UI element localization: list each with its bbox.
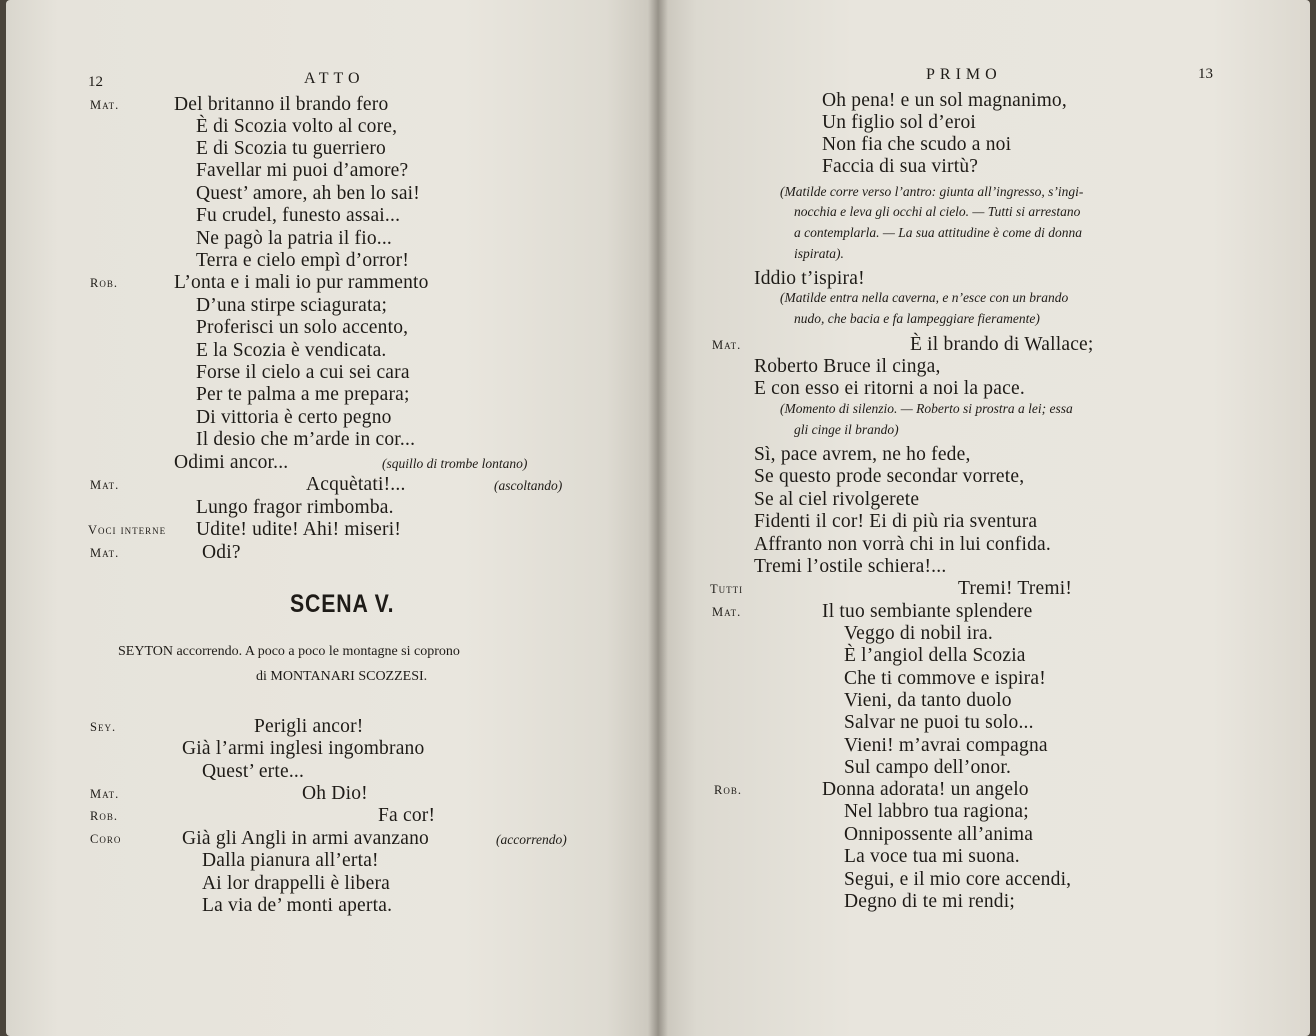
verse-line: Di vittoria è certo pegno xyxy=(196,407,392,428)
verse-line: Perigli ancor! xyxy=(254,716,364,737)
verse-line: Veggo di nobil ira. xyxy=(844,623,993,644)
speaker-name: Mat. xyxy=(90,546,120,560)
speaker-name: Mat. xyxy=(712,605,742,619)
stage-direction-line: nocchia e leva gli occhi al cielo. — Tutti si arrestano xyxy=(794,204,1081,219)
stage-direction: (squillo di trombe lontano) xyxy=(382,456,528,471)
verse-line: Favellar mi puoi d’amore? xyxy=(196,160,409,181)
verse-line: Forse il cielo a cui sei cara xyxy=(196,362,410,383)
verse-line: Salvar ne puoi tu solo... xyxy=(844,712,1034,733)
verse-line: Vieni, da tanto duolo xyxy=(844,690,1012,711)
verse-line: E con esso ei ritorni a noi la pace. xyxy=(754,378,1025,399)
verse-line: Sul campo dell’onor. xyxy=(844,757,1012,778)
right-page xyxy=(658,0,1310,1036)
verse-line: Fidenti il cor! Ei di più ria sventura xyxy=(754,511,1038,532)
verse-line: Se al ciel rivolgerete xyxy=(754,489,920,510)
left-page xyxy=(6,0,658,1036)
speaker-name: Sey. xyxy=(90,720,117,734)
verse-line: Il tuo sembiante splendere xyxy=(822,601,1033,622)
verse-line: E la Scozia è vendicata. xyxy=(196,340,387,361)
verse-line: Fa cor! xyxy=(378,805,436,826)
verse-line: Onnipossente all’anima xyxy=(844,824,1034,845)
verse-line: Se questo prode secondar vorrete, xyxy=(754,466,1025,487)
verse-line: Già gli Angli in armi avanzano xyxy=(182,828,429,849)
speaker-name: Voci interne xyxy=(88,523,167,537)
verse-line: Oh Dio! xyxy=(302,783,368,804)
verse-line: Iddio t’ispira! xyxy=(754,268,865,289)
running-header: PRIMO xyxy=(926,66,1002,83)
verse-line: Segui, e il mio core accendi, xyxy=(844,869,1072,890)
verse-line: Quest’ amore, ah ben lo sai! xyxy=(196,183,420,204)
scene-caption: SEYTON accorrendo. A poco a poco le montagne si coprono xyxy=(118,644,460,659)
speaker-name: Rob. xyxy=(90,276,118,290)
verse-line: Nel labbro tua ragiona; xyxy=(844,801,1029,822)
verse-line: Sì, pace avrem, ne ho fede, xyxy=(754,444,971,465)
stage-direction-line: (Matilde entra nella caverna, e n’esce con un brando xyxy=(780,290,1069,305)
stage-direction-line: (Matilde corre verso l’antro: giunta all’ingresso, s’ingi- xyxy=(780,184,1084,199)
speaker-name: Mat. xyxy=(90,478,120,492)
verse-line: Donna adorata! un angelo xyxy=(822,779,1029,800)
verse-line: Terra e cielo empì d’orror! xyxy=(196,250,410,271)
verse-line: Quest’ erte... xyxy=(202,761,305,782)
verse-line: È di Scozia volto al core, xyxy=(196,116,398,137)
verse-line: Acquètati!... xyxy=(306,474,406,495)
verse-line: Faccia di sua virtù? xyxy=(822,156,979,177)
verse-line: Odimi ancor... xyxy=(174,452,289,473)
speaker-name: Tutti xyxy=(710,582,744,596)
verse-line: Lungo fragor rimbomba. xyxy=(196,497,394,518)
verse-line: Ne pagò la patria il fio... xyxy=(196,228,393,249)
verse-line: Non fia che scudo a noi xyxy=(822,134,1012,155)
verse-line: Proferisci un solo accento, xyxy=(196,317,409,338)
verse-line: Dalla pianura all’erta! xyxy=(202,850,379,871)
verse-line: Già l’armi inglesi ingombrano xyxy=(182,738,425,759)
verse-line: Un figlio sol d’eroi xyxy=(822,112,977,133)
scene-caption: di MONTANARI SCOZZESI. xyxy=(256,669,428,684)
verse-line: L’onta e i mali io pur rammento xyxy=(174,272,429,293)
verse-line: È il brando di Wallace; xyxy=(910,334,1094,355)
speaker-name: Rob. xyxy=(714,783,742,797)
verse-line: Vieni! m’avrai compagna xyxy=(844,735,1048,756)
verse-line: Del britanno il brando fero xyxy=(174,94,389,115)
verse-line: Ai lor drappelli è libera xyxy=(202,873,391,894)
verse-line: Il desio che m’arde in cor... xyxy=(196,429,416,450)
page-number: 12 xyxy=(88,74,103,90)
stage-direction-line: nudo, che bacia e fa lampeggiare fieramente) xyxy=(794,311,1040,326)
page-number: 13 xyxy=(1198,66,1213,82)
verse-line: Per te palma a me prepara; xyxy=(196,384,410,405)
verse-line: La via de’ monti aperta. xyxy=(202,895,393,916)
speaker-name: Rob. xyxy=(90,809,118,823)
verse-line: Che ti commove e ispira! xyxy=(844,668,1046,689)
verse-line: Udite! udite! Ahi! miseri! xyxy=(196,519,402,540)
running-header: ATTO xyxy=(304,70,365,87)
speaker-name: Coro xyxy=(90,832,122,846)
speaker-name: Mat. xyxy=(712,338,742,352)
verse-line: Tremi! Tremi! xyxy=(958,578,1073,599)
verse-line: D’una stirpe sciagurata; xyxy=(196,295,388,316)
stage-direction-line: (Momento di silenzio. — Roberto si prostra a lei; essa xyxy=(780,401,1073,416)
scene-title: SCENA V. xyxy=(290,590,395,618)
speaker-name: Mat. xyxy=(90,98,120,112)
stage-direction: (ascoltando) xyxy=(494,478,563,493)
verse-line: E di Scozia tu guerriero xyxy=(196,138,386,159)
verse-line: Roberto Bruce il cinga, xyxy=(754,356,941,377)
verse-line: Tremi l’ostile schiera!... xyxy=(754,556,947,577)
stage-direction-line: gli cinge il brando) xyxy=(794,422,899,437)
verse-line: Oh pena! e un sol magnanimo, xyxy=(822,90,1067,111)
verse-line: Fu crudel, funesto assai... xyxy=(196,205,401,226)
verse-line: Odi? xyxy=(202,542,241,563)
stage-direction: (accorrendo) xyxy=(496,832,567,847)
stage-direction-line: ispirata). xyxy=(794,246,844,261)
verse-line: Affranto non vorrà chi in lui confida. xyxy=(754,534,1051,555)
speaker-name: Mat. xyxy=(90,787,120,801)
stage-direction-line: a contemplarla. — La sua attitudine è come di donna xyxy=(794,225,1082,240)
verse-line: La voce tua mi suona. xyxy=(844,846,1020,867)
verse-line: È l’angiol della Scozia xyxy=(844,645,1026,666)
book-gutter xyxy=(648,0,668,1036)
verse-line: Degno di te mi rendi; xyxy=(844,891,1015,912)
